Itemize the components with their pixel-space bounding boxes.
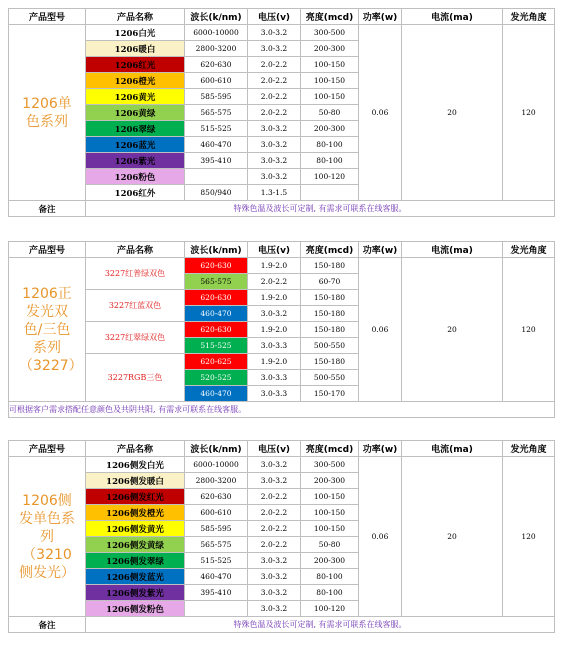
voltage-cell: 1.9-2.0 bbox=[248, 322, 301, 338]
wavelength-cell: 6000-10000 bbox=[185, 25, 248, 41]
power-cell: 0.06 bbox=[359, 25, 402, 201]
voltage-cell: 3.0-3.2 bbox=[248, 25, 301, 41]
current-cell: 20 bbox=[402, 457, 503, 617]
series-type: 1206单色系列 bbox=[9, 25, 86, 201]
header-angle: 发光角度 bbox=[503, 9, 555, 25]
brightness-cell: 100-150 bbox=[301, 89, 359, 105]
brightness-cell: 150-180 bbox=[301, 306, 359, 322]
brightness-cell: 150-180 bbox=[301, 290, 359, 306]
product-name: 1206侧发白光 bbox=[86, 457, 185, 473]
brightness-cell bbox=[301, 185, 359, 201]
wavelength-cell: 565-575 bbox=[185, 105, 248, 121]
product-name: 1206蓝光 bbox=[86, 137, 185, 153]
header-current: 电流(ma) bbox=[402, 441, 503, 457]
note-row bbox=[9, 201, 555, 217]
brightness-cell: 80-100 bbox=[301, 137, 359, 153]
brightness-cell: 150-180 bbox=[301, 322, 359, 338]
wavelength-cell: 620-630 bbox=[185, 322, 248, 338]
table-row bbox=[9, 25, 555, 41]
brightness-cell: 150-180 bbox=[301, 354, 359, 370]
product-name: 1206黄光 bbox=[86, 89, 185, 105]
wavelength-cell bbox=[185, 169, 248, 185]
product-name: 1206翠绿 bbox=[86, 121, 185, 137]
header-wavelength: 波长(k/nm) bbox=[185, 441, 248, 457]
header-voltage: 电压(v) bbox=[248, 441, 301, 457]
note-row bbox=[9, 617, 555, 633]
header-brightness: 亮度(mcd) bbox=[301, 441, 359, 457]
brightness-cell: 200-300 bbox=[301, 41, 359, 57]
angle-cell: 120 bbox=[503, 258, 555, 402]
wavelength-cell: 585-595 bbox=[185, 89, 248, 105]
header-angle: 发光角度 bbox=[503, 441, 555, 457]
wavelength-cell: 515-525 bbox=[185, 553, 248, 569]
wavelength-cell: 2800-3200 bbox=[185, 473, 248, 489]
voltage-cell: 3.0-3.3 bbox=[248, 386, 301, 402]
voltage-cell: 3.0-3.2 bbox=[248, 121, 301, 137]
power-cell: 0.06 bbox=[359, 258, 402, 402]
wavelength-cell: 460-470 bbox=[185, 306, 248, 322]
product-name: 3227红翠绿双色 bbox=[86, 322, 185, 354]
brightness-cell: 300-500 bbox=[301, 457, 359, 473]
header-voltage: 电压(v) bbox=[248, 9, 301, 25]
header-current: 电流(ma) bbox=[402, 9, 503, 25]
header-angle: 发光角度 bbox=[503, 242, 555, 258]
header-wavelength: 波长(k/nm) bbox=[185, 9, 248, 25]
brightness-cell: 80-100 bbox=[301, 569, 359, 585]
voltage-cell: 1.3-1.5 bbox=[248, 185, 301, 201]
header-current: 电流(ma) bbox=[402, 242, 503, 258]
spec-table-side-emitting bbox=[8, 440, 555, 633]
note-label: 备注 bbox=[9, 617, 86, 633]
series-type: 1206侧发单色系列（3210侧发光） bbox=[9, 457, 86, 617]
product-name: 1206侧发红光 bbox=[86, 489, 185, 505]
wavelength-cell: 565-575 bbox=[185, 537, 248, 553]
header-power: 功率(w) bbox=[359, 9, 402, 25]
brightness-cell: 200-300 bbox=[301, 553, 359, 569]
product-name: 1206侧发黄光 bbox=[86, 521, 185, 537]
wavelength-cell: 620-630 bbox=[185, 489, 248, 505]
brightness-cell: 200-300 bbox=[301, 473, 359, 489]
product-name: 1206红外 bbox=[86, 185, 185, 201]
product-name: 1206侧发黄绿 bbox=[86, 537, 185, 553]
product-name: 3227红普绿双色 bbox=[86, 258, 185, 290]
wavelength-cell: 460-470 bbox=[185, 569, 248, 585]
angle-cell: 120 bbox=[503, 457, 555, 617]
product-name: 1206白光 bbox=[86, 25, 185, 41]
voltage-cell: 2.0-2.2 bbox=[248, 57, 301, 73]
wavelength-cell: 395-410 bbox=[185, 153, 248, 169]
brightness-cell: 300-500 bbox=[301, 25, 359, 41]
voltage-cell: 3.0-3.3 bbox=[248, 338, 301, 354]
brightness-cell: 150-180 bbox=[301, 258, 359, 274]
voltage-cell: 2.0-2.2 bbox=[248, 521, 301, 537]
header-row bbox=[9, 242, 555, 258]
voltage-cell: 3.0-3.2 bbox=[248, 569, 301, 585]
header-row bbox=[9, 441, 555, 457]
product-name: 3227红蓝双色 bbox=[86, 290, 185, 322]
product-name: 1206粉色 bbox=[86, 169, 185, 185]
product-name: 3227RGB三色 bbox=[86, 354, 185, 402]
wavelength-cell: 515-525 bbox=[185, 338, 248, 354]
voltage-cell: 1.9-2.0 bbox=[248, 354, 301, 370]
brightness-cell: 500-550 bbox=[301, 370, 359, 386]
header-power: 功率(w) bbox=[359, 441, 402, 457]
brightness-cell: 60-70 bbox=[301, 274, 359, 290]
wavelength-cell: 515-525 bbox=[185, 121, 248, 137]
brightness-cell: 100-150 bbox=[301, 521, 359, 537]
header-wavelength: 波长(k/nm) bbox=[185, 242, 248, 258]
voltage-cell: 3.0-3.2 bbox=[248, 601, 301, 617]
current-cell: 20 bbox=[402, 258, 503, 402]
voltage-cell: 2.0-2.2 bbox=[248, 537, 301, 553]
wavelength-cell: 6000-10000 bbox=[185, 457, 248, 473]
header-brightness: 亮度(mcd) bbox=[301, 242, 359, 258]
header-power: 功率(w) bbox=[359, 242, 402, 258]
current-cell: 20 bbox=[402, 25, 503, 201]
wavelength-cell bbox=[185, 601, 248, 617]
wavelength-cell: 620-630 bbox=[185, 57, 248, 73]
product-name: 1206侧发翠绿 bbox=[86, 553, 185, 569]
angle-cell: 120 bbox=[503, 25, 555, 201]
product-name: 1206侧发蓝光 bbox=[86, 569, 185, 585]
series-type: 1206正发光双色/三色系列（3227） bbox=[9, 258, 86, 402]
wavelength-cell: 2800-3200 bbox=[185, 41, 248, 57]
note-text: 可根据客户需求搭配任意颜色及共阴共阳, 有需求可联系在线客服。 bbox=[9, 402, 555, 418]
header-model: 产品型号 bbox=[9, 242, 86, 258]
header-model: 产品型号 bbox=[9, 441, 86, 457]
table-row bbox=[9, 258, 555, 274]
power-cell: 0.06 bbox=[359, 457, 402, 617]
product-name: 1206侧发粉色 bbox=[86, 601, 185, 617]
wavelength-cell: 460-470 bbox=[185, 386, 248, 402]
header-name: 产品名称 bbox=[86, 242, 185, 258]
wavelength-cell: 850/940 bbox=[185, 185, 248, 201]
spec-table-single-color bbox=[8, 8, 555, 217]
wavelength-cell: 620-630 bbox=[185, 290, 248, 306]
wavelength-cell: 600-610 bbox=[185, 505, 248, 521]
header-name: 产品名称 bbox=[86, 441, 185, 457]
brightness-cell: 80-100 bbox=[301, 153, 359, 169]
brightness-cell: 100-120 bbox=[301, 601, 359, 617]
product-name: 1206侧发紫光 bbox=[86, 585, 185, 601]
brightness-cell: 100-150 bbox=[301, 489, 359, 505]
product-name: 1206黄绿 bbox=[86, 105, 185, 121]
note-label: 备注 bbox=[9, 201, 86, 217]
voltage-cell: 3.0-3.2 bbox=[248, 153, 301, 169]
wavelength-cell: 460-470 bbox=[185, 137, 248, 153]
voltage-cell: 2.0-2.2 bbox=[248, 274, 301, 290]
brightness-cell: 150-170 bbox=[301, 386, 359, 402]
note-text: 特殊色温及波长可定制, 有需求可联系在线客服。 bbox=[86, 201, 555, 217]
brightness-cell: 100-150 bbox=[301, 505, 359, 521]
wavelength-cell: 520-525 bbox=[185, 370, 248, 386]
product-name: 1206侧发暖白 bbox=[86, 473, 185, 489]
brightness-cell: 50-80 bbox=[301, 105, 359, 121]
voltage-cell: 2.0-2.2 bbox=[248, 89, 301, 105]
voltage-cell: 3.0-3.2 bbox=[248, 41, 301, 57]
note-row bbox=[9, 402, 555, 418]
wavelength-cell: 395-410 bbox=[185, 585, 248, 601]
spec-table-dual-color bbox=[8, 241, 555, 418]
brightness-cell: 100-150 bbox=[301, 57, 359, 73]
brightness-cell: 500-550 bbox=[301, 338, 359, 354]
header-model: 产品型号 bbox=[9, 9, 86, 25]
brightness-cell: 100-150 bbox=[301, 73, 359, 89]
brightness-cell: 50-80 bbox=[301, 537, 359, 553]
header-row bbox=[9, 9, 555, 25]
brightness-cell: 80-100 bbox=[301, 585, 359, 601]
voltage-cell: 1.9-2.0 bbox=[248, 258, 301, 274]
wavelength-cell: 620-625 bbox=[185, 354, 248, 370]
note-text: 特殊色温及波长可定制, 有需求可联系在线客服。 bbox=[86, 617, 555, 633]
voltage-cell: 3.0-3.3 bbox=[248, 370, 301, 386]
voltage-cell: 2.0-2.2 bbox=[248, 489, 301, 505]
header-voltage: 电压(v) bbox=[248, 242, 301, 258]
voltage-cell: 3.0-3.2 bbox=[248, 306, 301, 322]
voltage-cell: 2.0-2.2 bbox=[248, 505, 301, 521]
voltage-cell: 2.0-2.2 bbox=[248, 73, 301, 89]
product-name: 1206侧发橙光 bbox=[86, 505, 185, 521]
voltage-cell: 3.0-3.2 bbox=[248, 457, 301, 473]
voltage-cell: 3.0-3.2 bbox=[248, 137, 301, 153]
wavelength-cell: 600-610 bbox=[185, 73, 248, 89]
table-row bbox=[9, 457, 555, 473]
header-brightness: 亮度(mcd) bbox=[301, 9, 359, 25]
product-name: 1206暖白 bbox=[86, 41, 185, 57]
brightness-cell: 100-120 bbox=[301, 169, 359, 185]
voltage-cell: 3.0-3.2 bbox=[248, 473, 301, 489]
voltage-cell: 2.0-2.2 bbox=[248, 105, 301, 121]
header-name: 产品名称 bbox=[86, 9, 185, 25]
wavelength-cell: 620-630 bbox=[185, 258, 248, 274]
product-name: 1206紫光 bbox=[86, 153, 185, 169]
brightness-cell: 200-300 bbox=[301, 121, 359, 137]
voltage-cell: 3.0-3.2 bbox=[248, 169, 301, 185]
wavelength-cell: 585-595 bbox=[185, 521, 248, 537]
voltage-cell: 3.0-3.2 bbox=[248, 585, 301, 601]
product-name: 1206红光 bbox=[86, 57, 185, 73]
wavelength-cell: 565-575 bbox=[185, 274, 248, 290]
voltage-cell: 3.0-3.2 bbox=[248, 553, 301, 569]
product-name: 1206橙光 bbox=[86, 73, 185, 89]
voltage-cell: 1.9-2.0 bbox=[248, 290, 301, 306]
